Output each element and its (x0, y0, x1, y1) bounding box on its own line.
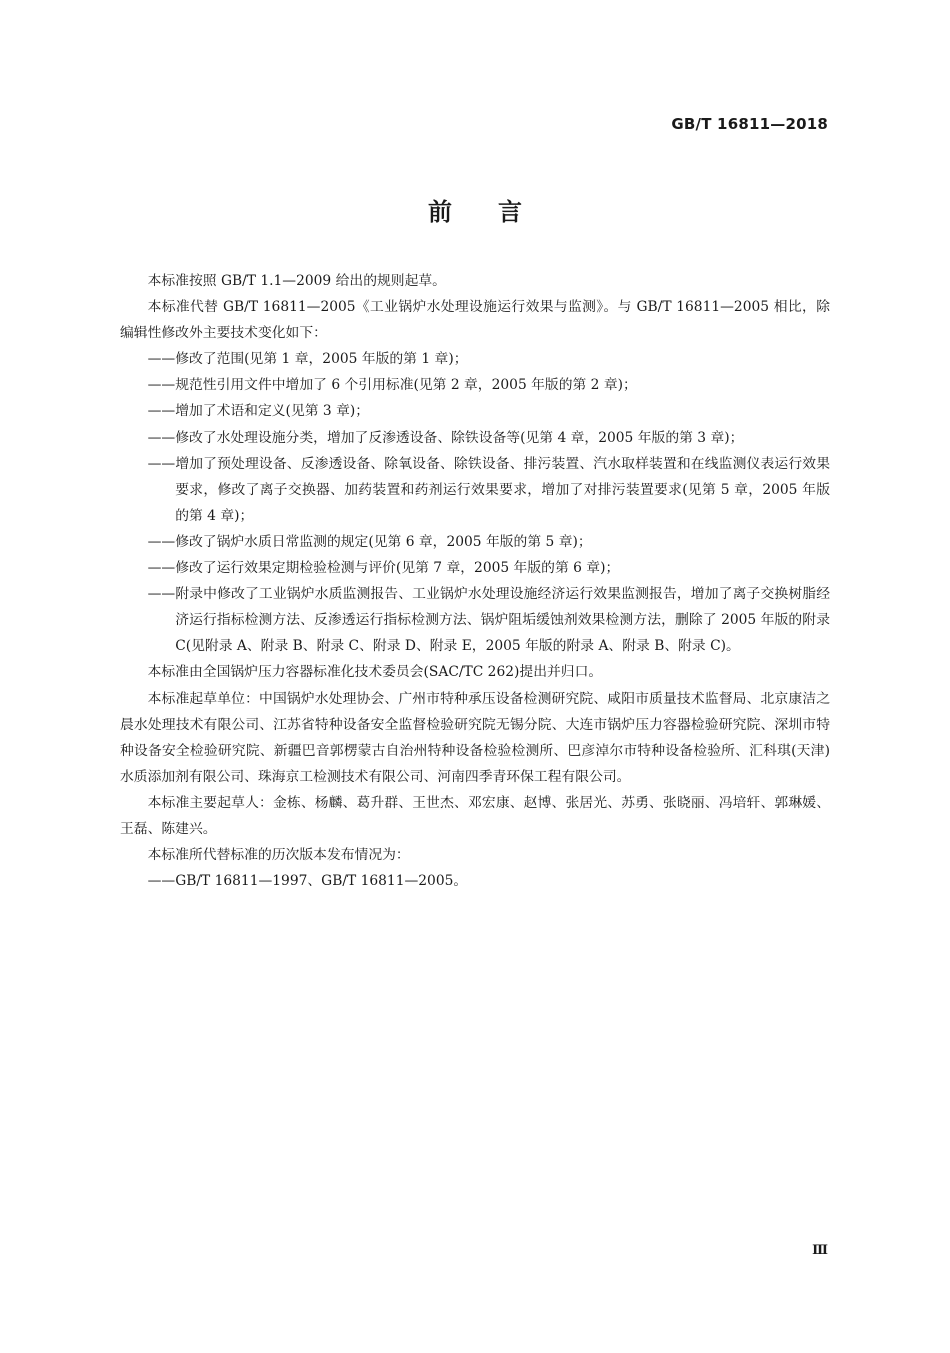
paragraph-replacement: 本标准代替 GB/T 16811—2005《工业锅炉水处理设施运行效果与监测》。与 GB/T 16811—2005 相比，除编辑性修改外主要技术变化如下： (120, 299, 830, 342)
paragraph-drafting-rules: 本标准按照 GB/T 1.1—2009 给出的规则起草。 (147, 273, 446, 289)
paragraph-drafters: 本标准主要起草人：金栋、杨麟、葛升群、王世杰、邓宏康、赵博、张居光、苏勇、张晓丽、冯培轩、郭琳媛、王磊、陈建兴。 (120, 794, 830, 837)
page-title: 前言 (428, 198, 568, 226)
change-item: ——增加了术语和定义(见第 3 章)； (147, 403, 370, 420)
change-item: ——修改了运行效果定期检验检测与评价(见第 7 章，2005 年版的第 6 章)； (147, 560, 620, 577)
change-item: ——增加了预处理设备、反渗透设备、除氧设备、除铁设备、排污装置、汽水取样装置和在线监测仪表运行效果要求，修改了离子交换器、加药装置和药剂运行效果要求，增加了对排污装置要求(见第 5 章，2005 年版的第 4 章)； (147, 455, 830, 524)
change-item: ——附录中修改了工业锅炉水质监测报告、工业锅炉水处理设施经济运行效果监测报告，增加了离子交换树脂经济运行指标检测方法、反渗透运行指标检测方法、锅炉阻垢缓蚀剂效果检测方法，删除了 2005 年版的附录 C(见附录 A、附录 B、附录 C、附录 D、附录 E，2005 年版的附录 A、附录 B、附录 C)。 (147, 586, 830, 655)
paragraph-drafting-units: 本标准起草单位：中国锅炉水处理协会、广州市特种承压设备检测研究院、咸阳市质量技术监督局、北京康洁之晨水处理技术有限公司、江苏省特种设备安全监督检验研究院无锡分院、大连市锅炉压力容器检验研究院、深圳市特种设备安全检验研究院、新疆巴音郭楞蒙古自治州特种设备检验检测所、巴彦淖尔市特种设备检验所、汇科琪(天津)水质添加剂有限公司、珠海京工检测技术有限公司、河南四季青环保工程有限公司。 (120, 690, 830, 785)
standard-code: GB/T 16811—2018 (671, 115, 828, 133)
change-item: ——修改了范围(见第 1 章，2005 年版的第 1 章)； (147, 351, 468, 368)
change-item: ——修改了锅炉水质日常监测的规定(见第 6 章，2005 年版的第 5 章)； (147, 533, 592, 550)
history-item: ——GB/T 16811—1997、GB/T 16811—2005。 (147, 873, 468, 890)
paragraph-proposer: 本标准由全国锅炉压力容器标准化技术委员会(SAC/TC 262)提出并归口。 (147, 664, 603, 681)
change-item: ——规范性引用文件中增加了 6 个引用标准(见第 2 章，2005 年版的第 2 章)； (147, 377, 637, 394)
page-number: Ⅲ (812, 1243, 828, 1258)
document-body (120, 268, 830, 894)
paragraph-history-intro: 本标准所代替标准的历次版本发布情况为： (147, 847, 410, 864)
change-item: ——修改了水处理设施分类，增加了反渗透设备、除铁设备等(见第 4 章，2005 年版的第 3 章)； (147, 429, 744, 446)
